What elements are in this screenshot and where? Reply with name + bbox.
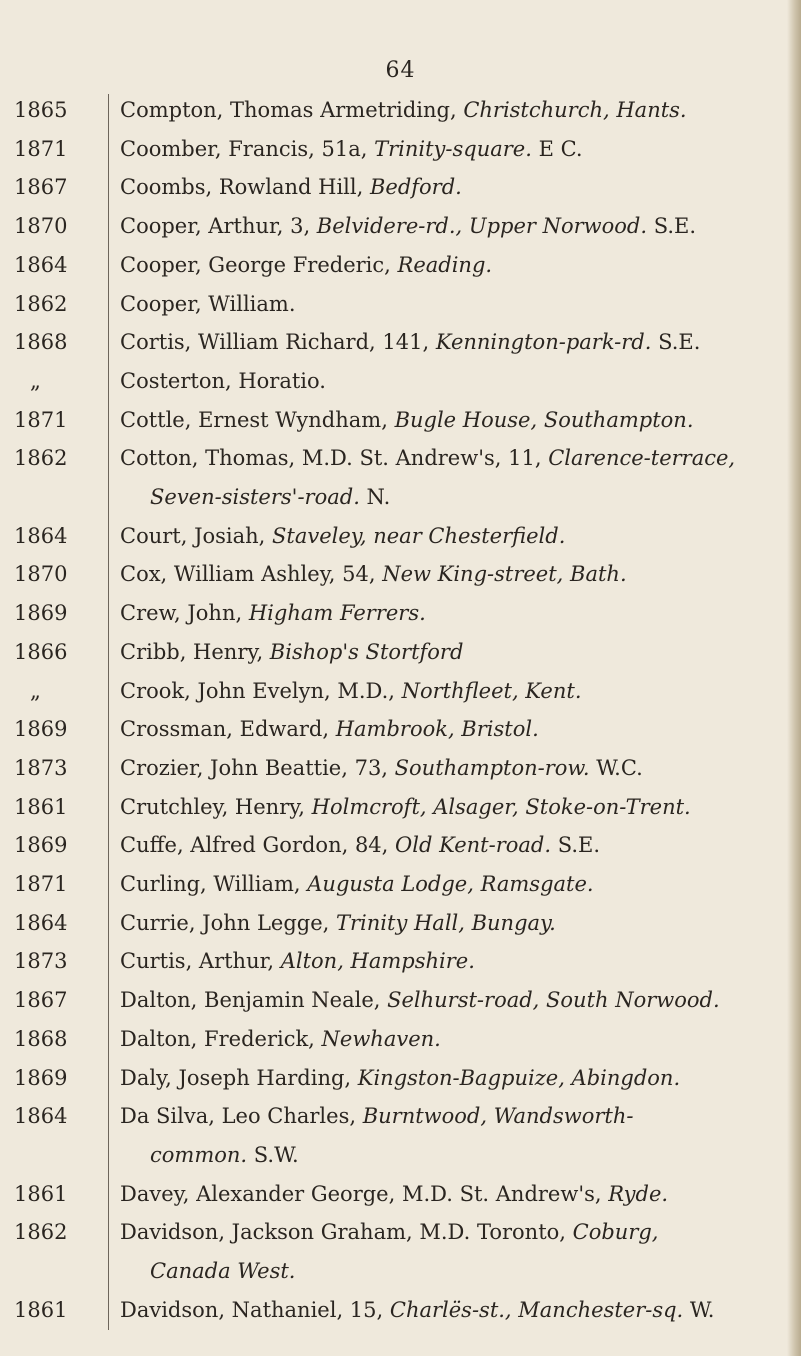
entry-text <box>120 911 787 935</box>
entry-text <box>120 98 787 122</box>
entry-place: Bishop's Stortford <box>269 639 464 664</box>
entry-name: Coomber, Francis, 51a, <box>120 136 375 161</box>
entry-name: Cuffe, Alfred Gordon, 84, <box>120 833 396 858</box>
entry-name: Curling, William, <box>120 872 308 896</box>
entry-text <box>120 408 787 432</box>
entry-row <box>0 831 801 863</box>
entry-place: Trinity-square. <box>374 136 532 161</box>
entry-row <box>0 444 801 476</box>
entry-text <box>150 485 787 509</box>
entry-row <box>0 793 801 825</box>
entry-name: Cooper, George Frederic, <box>120 252 398 277</box>
entry-text <box>120 1220 787 1244</box>
entry-row <box>0 1025 801 1057</box>
entry-place: Southampton-row. <box>394 755 590 780</box>
entry-row <box>0 367 801 399</box>
entry-place: Coburg, <box>572 1220 659 1245</box>
entry-year: 1864 <box>14 252 68 277</box>
entry-name: Cotton, Thomas, M.D. St. Andrew's, 11, <box>120 446 549 471</box>
entry-row <box>0 173 801 205</box>
entry-row <box>0 638 801 670</box>
entry-name: Daly, Joseph Harding, <box>120 1065 358 1090</box>
entry-text <box>120 175 787 199</box>
entry-text <box>120 562 787 586</box>
entry-place: Trinity Hall, Bungay. <box>336 910 556 935</box>
entry-place: Northfleet, Kent. <box>401 678 582 703</box>
entry-year: 1861 <box>14 1181 68 1206</box>
entry-text <box>120 1027 787 1051</box>
entry-row <box>0 986 801 1018</box>
entry-name: Davidson, Jackson Graham, M.D. Toronto, <box>120 1220 573 1245</box>
entry-text <box>120 524 787 548</box>
entry-name: Crozier, John Beattie, 73, <box>120 755 395 780</box>
page-number: 64 <box>385 58 416 83</box>
entry-text <box>150 1259 787 1283</box>
entry-year: 1862 <box>14 1220 68 1245</box>
entry-place: Charlës-st., Manchester-sq. <box>389 1297 684 1322</box>
entry-postcode: W. <box>683 1297 715 1322</box>
entry-place: Reading. <box>397 252 493 277</box>
entry-text <box>120 1066 787 1090</box>
entry-year: 1862 <box>14 291 68 316</box>
entry-year: 1861 <box>14 794 68 819</box>
entry-text <box>120 988 787 1012</box>
entry-name: Dalton, Benjamin Neale, <box>120 988 388 1013</box>
entry-year: 1870 <box>14 214 68 239</box>
entry-name: Davidson, Nathaniel, 15, <box>120 1297 390 1322</box>
entry-place: Kennington-park-rd. <box>435 330 652 355</box>
entry-year: 1864 <box>14 1104 68 1129</box>
entry-name: Coombs, Rowland Hill, <box>120 175 370 200</box>
entry-name: Davey, Alexander George, M.D. St. Andrew's, <box>120 1181 609 1206</box>
entry-postcode: N. <box>359 485 391 509</box>
entry-postcode: S.E. <box>647 214 697 239</box>
entry-place: Ryde. <box>608 1181 669 1206</box>
entry-place: Augusta Lodge, Ramsgate. <box>307 872 594 896</box>
entry-text <box>120 253 787 277</box>
entry-text <box>120 214 787 238</box>
entry-place: Kingston-Bagpuize, Abingdon. <box>357 1065 681 1090</box>
entry-year: 1870 <box>14 562 68 587</box>
entry-name: Costerton, Horatio. <box>120 368 326 393</box>
entry-text <box>150 1143 787 1167</box>
entry-name: Cribb, Henry, <box>120 639 270 664</box>
entry-text <box>120 137 787 161</box>
entry-year: 1871 <box>14 407 68 432</box>
entry-row <box>0 1102 801 1134</box>
entry-place: Canada West. <box>150 1259 296 1283</box>
entry-row <box>0 560 801 592</box>
entry-row <box>0 909 801 941</box>
entry-postcode: E C. <box>531 136 583 161</box>
entry-name: Court, Josiah, <box>120 523 273 548</box>
entry-name: Compton, Thomas Armetriding, <box>120 98 464 122</box>
entry-row <box>0 715 801 747</box>
entry-year: 1861 <box>14 1297 68 1322</box>
entry-name: Dalton, Frederick, <box>120 1026 322 1051</box>
entry-row <box>0 135 801 167</box>
entry-row <box>0 947 801 979</box>
entry-year: 1862 <box>14 446 68 471</box>
entry-place: Newhaven. <box>321 1026 441 1051</box>
entry-place: Burntwood, Wandsworth- <box>362 1104 634 1129</box>
entry-year: 1868 <box>14 1026 68 1051</box>
entry-text <box>120 949 787 973</box>
entry-text <box>120 795 787 819</box>
entry-year: 1873 <box>14 755 68 780</box>
entry-year: 1869 <box>14 601 68 626</box>
entry-year: „ <box>30 678 41 703</box>
entry-row <box>0 599 801 631</box>
entry-row <box>0 483 801 515</box>
entry-name: Curtis, Arthur, <box>120 949 281 974</box>
entry-row <box>0 522 801 554</box>
entry-place: New King-street, Bath. <box>382 562 627 587</box>
entry-row <box>0 754 801 786</box>
entry-row <box>0 870 801 902</box>
entry-year: 1867 <box>14 175 68 200</box>
entry-row <box>0 406 801 438</box>
entry-place: Bugle House, Southampton. <box>394 407 694 432</box>
entry-row <box>0 677 801 709</box>
entry-text <box>120 446 787 470</box>
entry-text <box>120 679 787 703</box>
entry-text <box>120 717 787 741</box>
entry-place: Holmcroft, Alsager, Stoke-on-Trent. <box>311 794 691 819</box>
entry-name: Crutchley, Henry, <box>120 794 312 819</box>
entry-row <box>0 1141 801 1173</box>
entry-text <box>120 1298 787 1322</box>
entry-place: Seven-sisters'-road. <box>150 485 360 509</box>
entry-place: Alton, Hampshire. <box>280 949 475 974</box>
entry-year: „ <box>30 368 41 393</box>
entry-name: Cooper, William. <box>120 291 296 316</box>
entry-text <box>120 292 787 316</box>
entry-postcode: W.C. <box>589 755 643 780</box>
entry-name: Crossman, Edward, <box>120 717 336 742</box>
entry-year: 1866 <box>14 639 68 664</box>
entry-text <box>120 640 787 664</box>
entry-text <box>120 756 787 780</box>
entry-year: 1869 <box>14 717 68 742</box>
entry-name: Cortis, William Richard, 141, <box>120 330 436 355</box>
entry-place: Selhurst-road, South Norwood. <box>387 988 720 1013</box>
entry-row <box>0 251 801 283</box>
entry-place: Old Kent-road. <box>395 833 552 858</box>
entry-year: 1869 <box>14 1065 68 1090</box>
entry-year: 1868 <box>14 330 68 355</box>
entry-postcode: S.W. <box>247 1142 299 1167</box>
entry-year: 1864 <box>14 523 68 548</box>
entry-row <box>0 96 801 128</box>
entry-row <box>0 212 801 244</box>
entry-place: Higham Ferrers. <box>248 601 426 626</box>
entry-text <box>120 872 787 896</box>
entry-text <box>120 369 787 393</box>
entry-year: 1871 <box>14 872 68 896</box>
entry-name: Cox, William Ashley, 54, <box>120 562 383 587</box>
entry-row <box>0 328 801 360</box>
entry-year: 1873 <box>14 949 68 974</box>
entry-text <box>120 833 787 857</box>
entry-postcode: S.E. <box>551 833 601 858</box>
entry-year: 1871 <box>14 136 68 161</box>
entry-place: Bedford. <box>369 175 462 200</box>
entry-name: Crook, John Evelyn, M.D., <box>120 678 402 703</box>
entry-name: Cooper, Arthur, 3, <box>120 214 317 239</box>
entry-name: Crew, John, <box>120 601 249 626</box>
entry-place: Staveley, near Chesterfield. <box>272 523 566 548</box>
entry-name: Currie, John Legge, <box>120 910 336 935</box>
entry-place: Hambrook, Bristol. <box>335 717 539 742</box>
entry-row <box>0 290 801 322</box>
entry-text <box>120 601 787 625</box>
entry-row <box>0 1257 801 1289</box>
entry-postcode: S.E. <box>651 330 701 355</box>
entry-year: 1864 <box>14 910 68 935</box>
entry-text <box>120 1182 787 1206</box>
entry-place: Belvidere-rd., Upper Norwood. <box>316 214 648 239</box>
entry-row <box>0 1180 801 1212</box>
entry-place: Christchurch, Hants. <box>463 98 687 122</box>
entry-row <box>0 1218 801 1250</box>
entry-name: Da Silva, Leo Charles, <box>120 1104 363 1129</box>
entry-name: Cottle, Ernest Wyndham, <box>120 407 395 432</box>
entry-row <box>0 1296 801 1328</box>
entry-row <box>0 1064 801 1096</box>
entry-text <box>120 1104 787 1128</box>
entry-place: common. <box>150 1142 248 1167</box>
entry-place: Clarence-terrace, <box>548 446 736 471</box>
entry-year: 1867 <box>14 988 68 1013</box>
entry-text <box>120 330 787 354</box>
entry-year: 1869 <box>14 833 68 858</box>
entry-year: 1865 <box>14 98 68 122</box>
